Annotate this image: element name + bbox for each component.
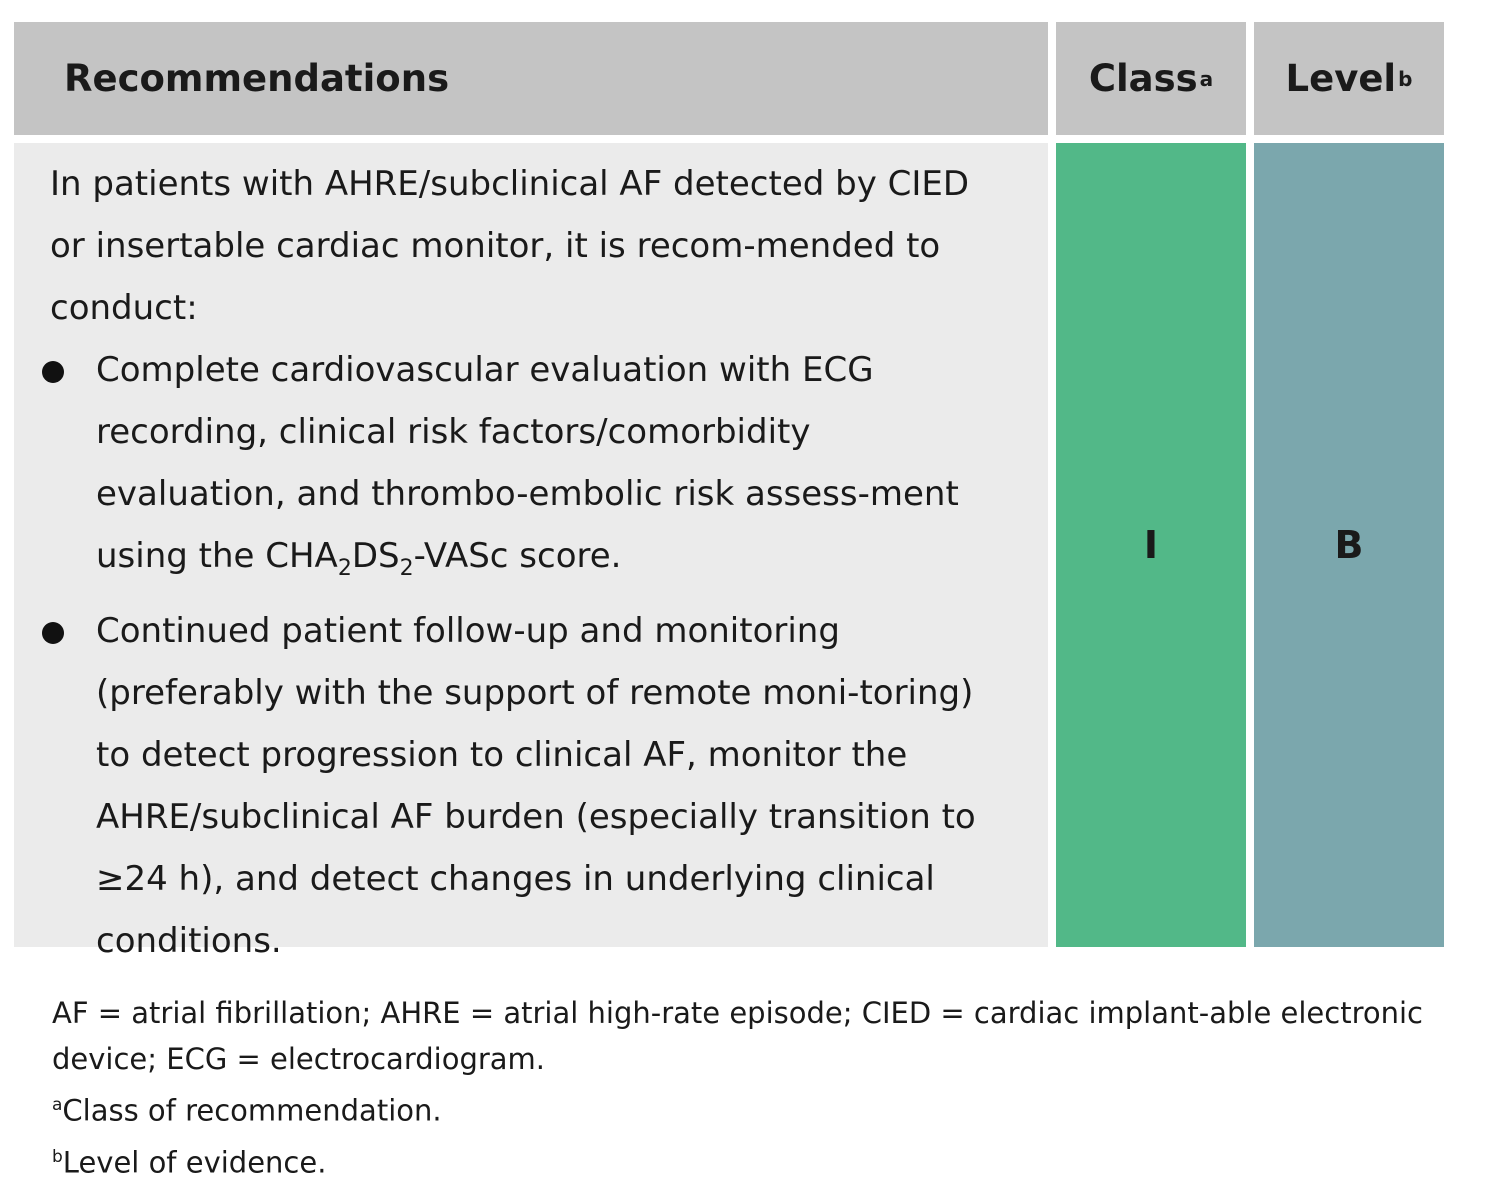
class-value: I [1143,523,1159,567]
bullet-1-text-b: DS [351,536,400,576]
recommendation-bullet-2 [50,600,1008,972]
bullet-2-text: Continued patient follow-up and monitoring (preferably with the support of remote moni-toring) to detect progression to clinical AF, monitor the AHRE/subclinical AF burden (especially transition to ≥24 h), and detect changes in underlying clinical conditions. [96,610,976,961]
footnote-b-text: Level of evidence. [62,1145,327,1180]
footnote-b [52,1134,1452,1185]
bullet-1-sub-1: 2 [337,555,352,581]
footnote-a-marker: a [52,1095,63,1115]
header-recommendations-label: Recommendations [64,57,450,100]
level-value: B [1334,523,1364,567]
class-cell [1056,143,1246,947]
bullet-1-text-a: Complete cardiovascular evaluation with ECG recording, clinical risk factors/comorbidity evaluation, and thrombo-embolic risk assess-ment using the CHA [96,350,959,576]
footnote-a [52,1082,1452,1134]
header-class-label: Class [1088,57,1198,100]
footnote-a-text: Class of recommendation. [62,1093,442,1128]
bullet-1-text-c: -VASc score. [413,536,622,576]
header-level [1254,22,1444,135]
footnotes [52,990,1452,1185]
header-class-marker: a [1199,66,1214,91]
bullet-dot-icon [42,361,64,383]
level-cell [1254,143,1444,947]
header-level-label: Level [1285,57,1397,100]
recommendation-intro: In patients with AHRE/subclinical AF detected by CIED or insertable cardiac monitor, it is recom-mended to conduct: [50,164,970,328]
footnote-b-marker: b [52,1146,63,1167]
recommendation-bullet-1 [50,339,1008,600]
footnote-abbreviations: AF = atrial fibrillation; AHRE = atrial high-rate episode; CIED = cardiac implant-able electronic device; ECG = electrocardiogram. [52,996,1423,1076]
bullet-1-sub-2: 2 [399,555,414,581]
recommendation-bullets [50,339,1008,972]
header-level-marker: b [1398,66,1413,91]
recommendation-cell [14,143,1048,961]
header-recommendations [14,22,1048,135]
header-class [1056,22,1246,135]
bullet-dot-icon [42,622,64,644]
